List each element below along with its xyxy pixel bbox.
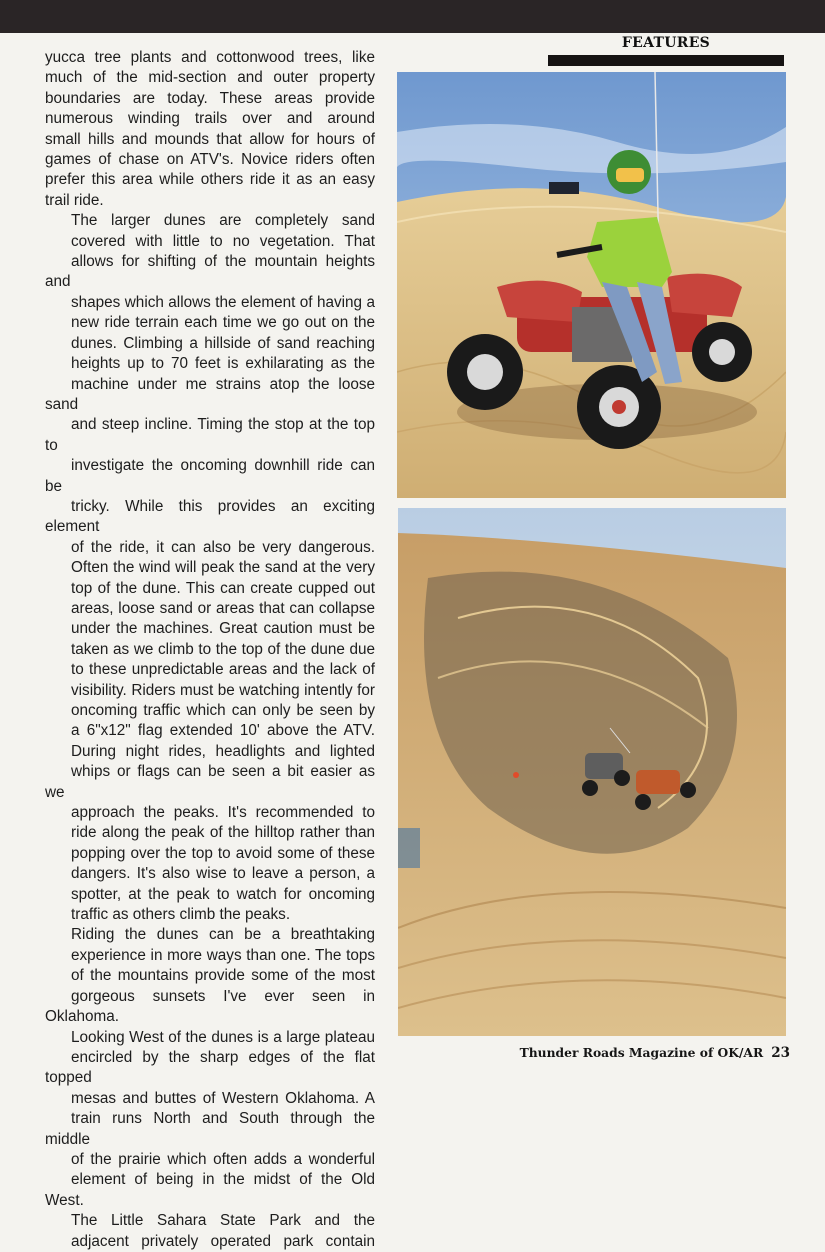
article-paragraph	[45, 48, 375, 211]
publication-name: Thunder Roads Magazine of OK/AR	[519, 1045, 764, 1060]
article-line: traffic as others climb the peaks.	[71, 906, 291, 924]
article-line: oncoming traffic which can only be seen by	[71, 702, 375, 719]
article-line: The Little Sahara State Park and the	[71, 1212, 375, 1230]
article-line: whips or flags can be seen a bit easier as we	[45, 763, 375, 801]
article-line: mesas and buttes of Western Oklahoma. A	[71, 1089, 375, 1107]
article-line: visibility. Riders must be watching intently for	[71, 681, 375, 699]
article-line: under the machines. Great caution must be	[71, 620, 375, 638]
article-line: popping over the top to avoid some of these	[71, 844, 375, 862]
article-line: yucca tree plants and cottonwood trees, like	[45, 49, 375, 66]
article-line: to these unpredictable areas and the lack of	[71, 661, 375, 679]
article-line: games of chase on ATV's. Novice riders often	[45, 151, 375, 169]
dune-riders-illustration	[398, 508, 786, 1036]
article-paragraph	[45, 211, 375, 925]
article-line: taken as we climb to the top of the dune due	[71, 640, 375, 658]
article-line: trail ride.	[45, 191, 104, 209]
article-line: prefer this area while others ride it as an easy	[45, 171, 375, 189]
article-line: and steep incline. Timing the stop at the top to	[45, 416, 375, 454]
section-label: FEATURES	[621, 35, 711, 51]
article-line: small hills and mounds that allow for hours of	[45, 130, 375, 148]
article-line: of the mountains provide some of the most	[71, 967, 375, 985]
article-line: spotter, at the peak to watch for oncoming	[71, 885, 375, 903]
article-line: Riding the dunes can be a breathtaking	[71, 926, 375, 944]
article-line: element of being in the midst of the Old West.	[45, 1171, 375, 1209]
article-line: experience in more ways than one. The tops	[71, 946, 375, 964]
page-footer	[520, 1045, 790, 1061]
article-paragraph	[45, 925, 375, 1211]
article-line: covered with little to no vegetation. That	[71, 232, 375, 250]
top-band	[0, 0, 825, 33]
article-line: machine under me strains atop the loose sand	[45, 375, 375, 413]
article-line: numerous winding trails over and around	[45, 110, 375, 128]
article-line: much of the mid-section and outer property	[45, 69, 375, 87]
article-line: boundaries are today. These areas provide	[45, 89, 375, 107]
article-line: shapes which allows the element of having a	[71, 293, 375, 311]
article-line: During night rides, headlights and lighted	[71, 742, 375, 760]
article-line: of the ride, it can also be very dangerous.	[71, 538, 375, 556]
dune-riders-photo	[398, 508, 786, 1036]
article-line: approach the peaks. It's recommended to	[71, 804, 375, 822]
article-line: ride along the peak of the hilltop rather than	[71, 824, 375, 842]
article-line: of the prairie which often adds a wonderful	[71, 1150, 375, 1168]
article-column	[45, 48, 375, 1252]
article-line: tricky. While this provides an exciting element	[45, 497, 375, 536]
article-line: dangers. It's also wise to leave a person, a	[71, 865, 375, 883]
article-line: a 6"x12" flag extended 10' above the ATV.	[71, 722, 375, 740]
article-line: Often the wind will peak the sand at the very	[71, 559, 375, 577]
atv-rider-photo	[397, 72, 786, 498]
article-line: Looking West of the dunes is a large plateau	[71, 1028, 375, 1046]
article-paragraph	[45, 1211, 375, 1252]
section-rule	[548, 55, 784, 66]
atv-rider-illustration	[397, 72, 786, 498]
article-line: allows for shifting of the mountain heights and	[45, 253, 375, 291]
article-line: adjacent privately operated park contain	[71, 1232, 375, 1250]
article-line: train runs North and South through the middle	[45, 1110, 375, 1148]
article-line: encircled by the sharp edges of the flat topped	[45, 1048, 375, 1087]
article-line: areas, loose sand or areas that can collapse	[71, 599, 375, 617]
article-line: dunes. Climbing a hillside of sand reaching	[71, 334, 375, 352]
article-line: heights up to 70 feet is exhilarating as the	[71, 355, 375, 373]
article-line: investigate the oncoming downhill ride can be	[45, 457, 375, 495]
page-number: 23	[771, 1045, 790, 1061]
article-line: top of the dune. This can create cupped out	[71, 579, 375, 597]
article-line: The larger dunes are completely sand	[71, 212, 375, 230]
article-line: new ride terrain each time we go out on the	[71, 314, 375, 332]
article-line: gorgeous sunsets I've ever seen in Oklahoma.	[45, 987, 375, 1026]
